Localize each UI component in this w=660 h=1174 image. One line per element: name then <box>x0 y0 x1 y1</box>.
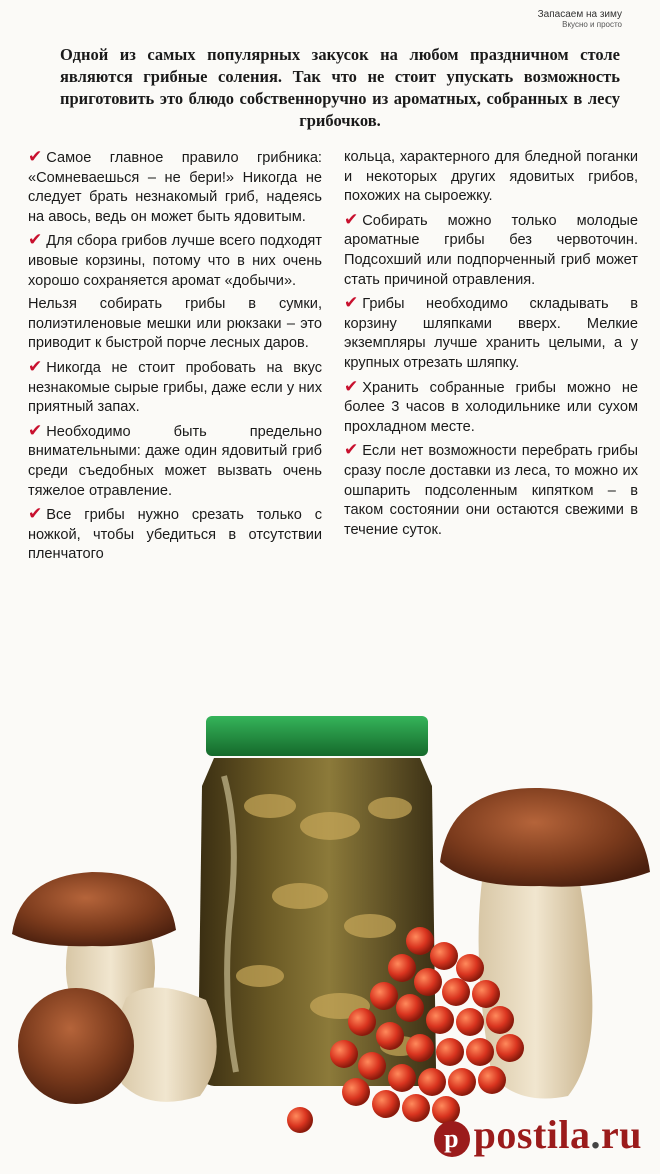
checkmark-icon: ✔ <box>344 209 359 229</box>
tip-paragraph <box>28 295 322 354</box>
section-title: Запасаем на зиму <box>537 9 622 20</box>
checkmark-icon: ✔ <box>28 356 43 376</box>
tip-paragraph <box>28 231 322 291</box>
tip-text: Нельзя собирать грибы в сумки, полиэтиленовые мешки или рюкзаки – это приводит к быстрой порче лесных даров. <box>28 296 322 352</box>
section-header <box>538 10 622 29</box>
tip-text: кольца, характерного для бледной поганки и некоторых других ядовитых грибов, похожих на сыроежку. <box>344 149 638 205</box>
watermark-dot: . <box>590 1112 601 1157</box>
tip-text: Собирать можно только молодые ароматные грибы без червоточин. Подсохший или подпорченный гриб может стать причиной отравления. <box>344 212 638 288</box>
jar-lid <box>206 716 428 756</box>
checkmark-icon: ✔ <box>344 440 359 460</box>
watermark-name: postila <box>473 1112 591 1157</box>
tip-paragraph <box>28 505 322 565</box>
mushroom-jar-photo <box>0 676 660 1174</box>
watermark-tld: ru <box>601 1112 642 1157</box>
tip-text: Все грибы нужно срезать только с ножкой, чтобы убедиться в отсутствии пленчатого <box>28 507 322 563</box>
postila-watermark <box>434 1111 642 1158</box>
tip-paragraph <box>344 294 638 373</box>
tip-paragraph <box>28 358 322 418</box>
left-column <box>28 148 322 569</box>
tip-text: Самое главное правило грибника: «Сомневаешься – не бери!» Никогда не следует брать незнакомый гриб, надеясь на авось, ведь он может быть ядовитым. <box>28 150 322 225</box>
tip-text: Никогда не стоит пробовать на вкус незнакомые сырые грибы, даже если у них приятный запах. <box>28 359 322 416</box>
tip-paragraph <box>344 441 638 540</box>
tip-text: Грибы необходимо складывать в корзину шляпками вверх. Мелкие экземпляры лучше хранить целыми, а у крупных отрезать шляпку. <box>344 296 638 371</box>
tip-paragraph <box>28 422 322 501</box>
checkmark-icon: ✔ <box>28 147 43 166</box>
tip-text: Хранить собранные грибы можно не более 3 часов в холодильнике или сухом прохладном месте. <box>344 379 638 435</box>
tip-paragraph <box>344 378 638 438</box>
tip-paragraph <box>28 148 322 227</box>
checkmark-icon: ✔ <box>28 420 43 440</box>
section-subtitle: Вкусно и просто <box>562 19 622 29</box>
lead-paragraph: Одной из самых популярных закусок на любом праздничном столе являются грибные соления. Так что не стоит упускать возможность приготовить это блюдо собственноручно из ароматных, собранных в лесу грибочков. <box>60 45 620 130</box>
checkmark-icon: ✔ <box>28 504 43 524</box>
tip-paragraph <box>344 211 638 290</box>
right-column <box>344 148 638 569</box>
checkmark-icon: ✔ <box>28 230 43 250</box>
article-columns <box>28 148 638 569</box>
tip-text: Если нет возможности перебрать грибы сразу после доставки из леса, то можно их ошпарить подсоленным кипятком – в таком состоянии они остаются свежими в течение суток. <box>344 443 638 538</box>
postila-logo-icon: p <box>434 1121 470 1157</box>
tip-text: Необходимо быть предельно внимательными: даже один ядовитый гриб среди съедобных может вызвать очень тяжелое отравление. <box>28 423 322 499</box>
tip-paragraph <box>344 148 638 207</box>
tip-text: Для сбора грибов лучше всего подходят ивовые корзины, потому что в них очень хорошо сохраняется аромат «добычи». <box>28 233 322 289</box>
photo-illustration <box>0 676 660 1174</box>
checkmark-icon: ✔ <box>344 293 359 313</box>
checkmark-icon: ✔ <box>344 376 359 396</box>
